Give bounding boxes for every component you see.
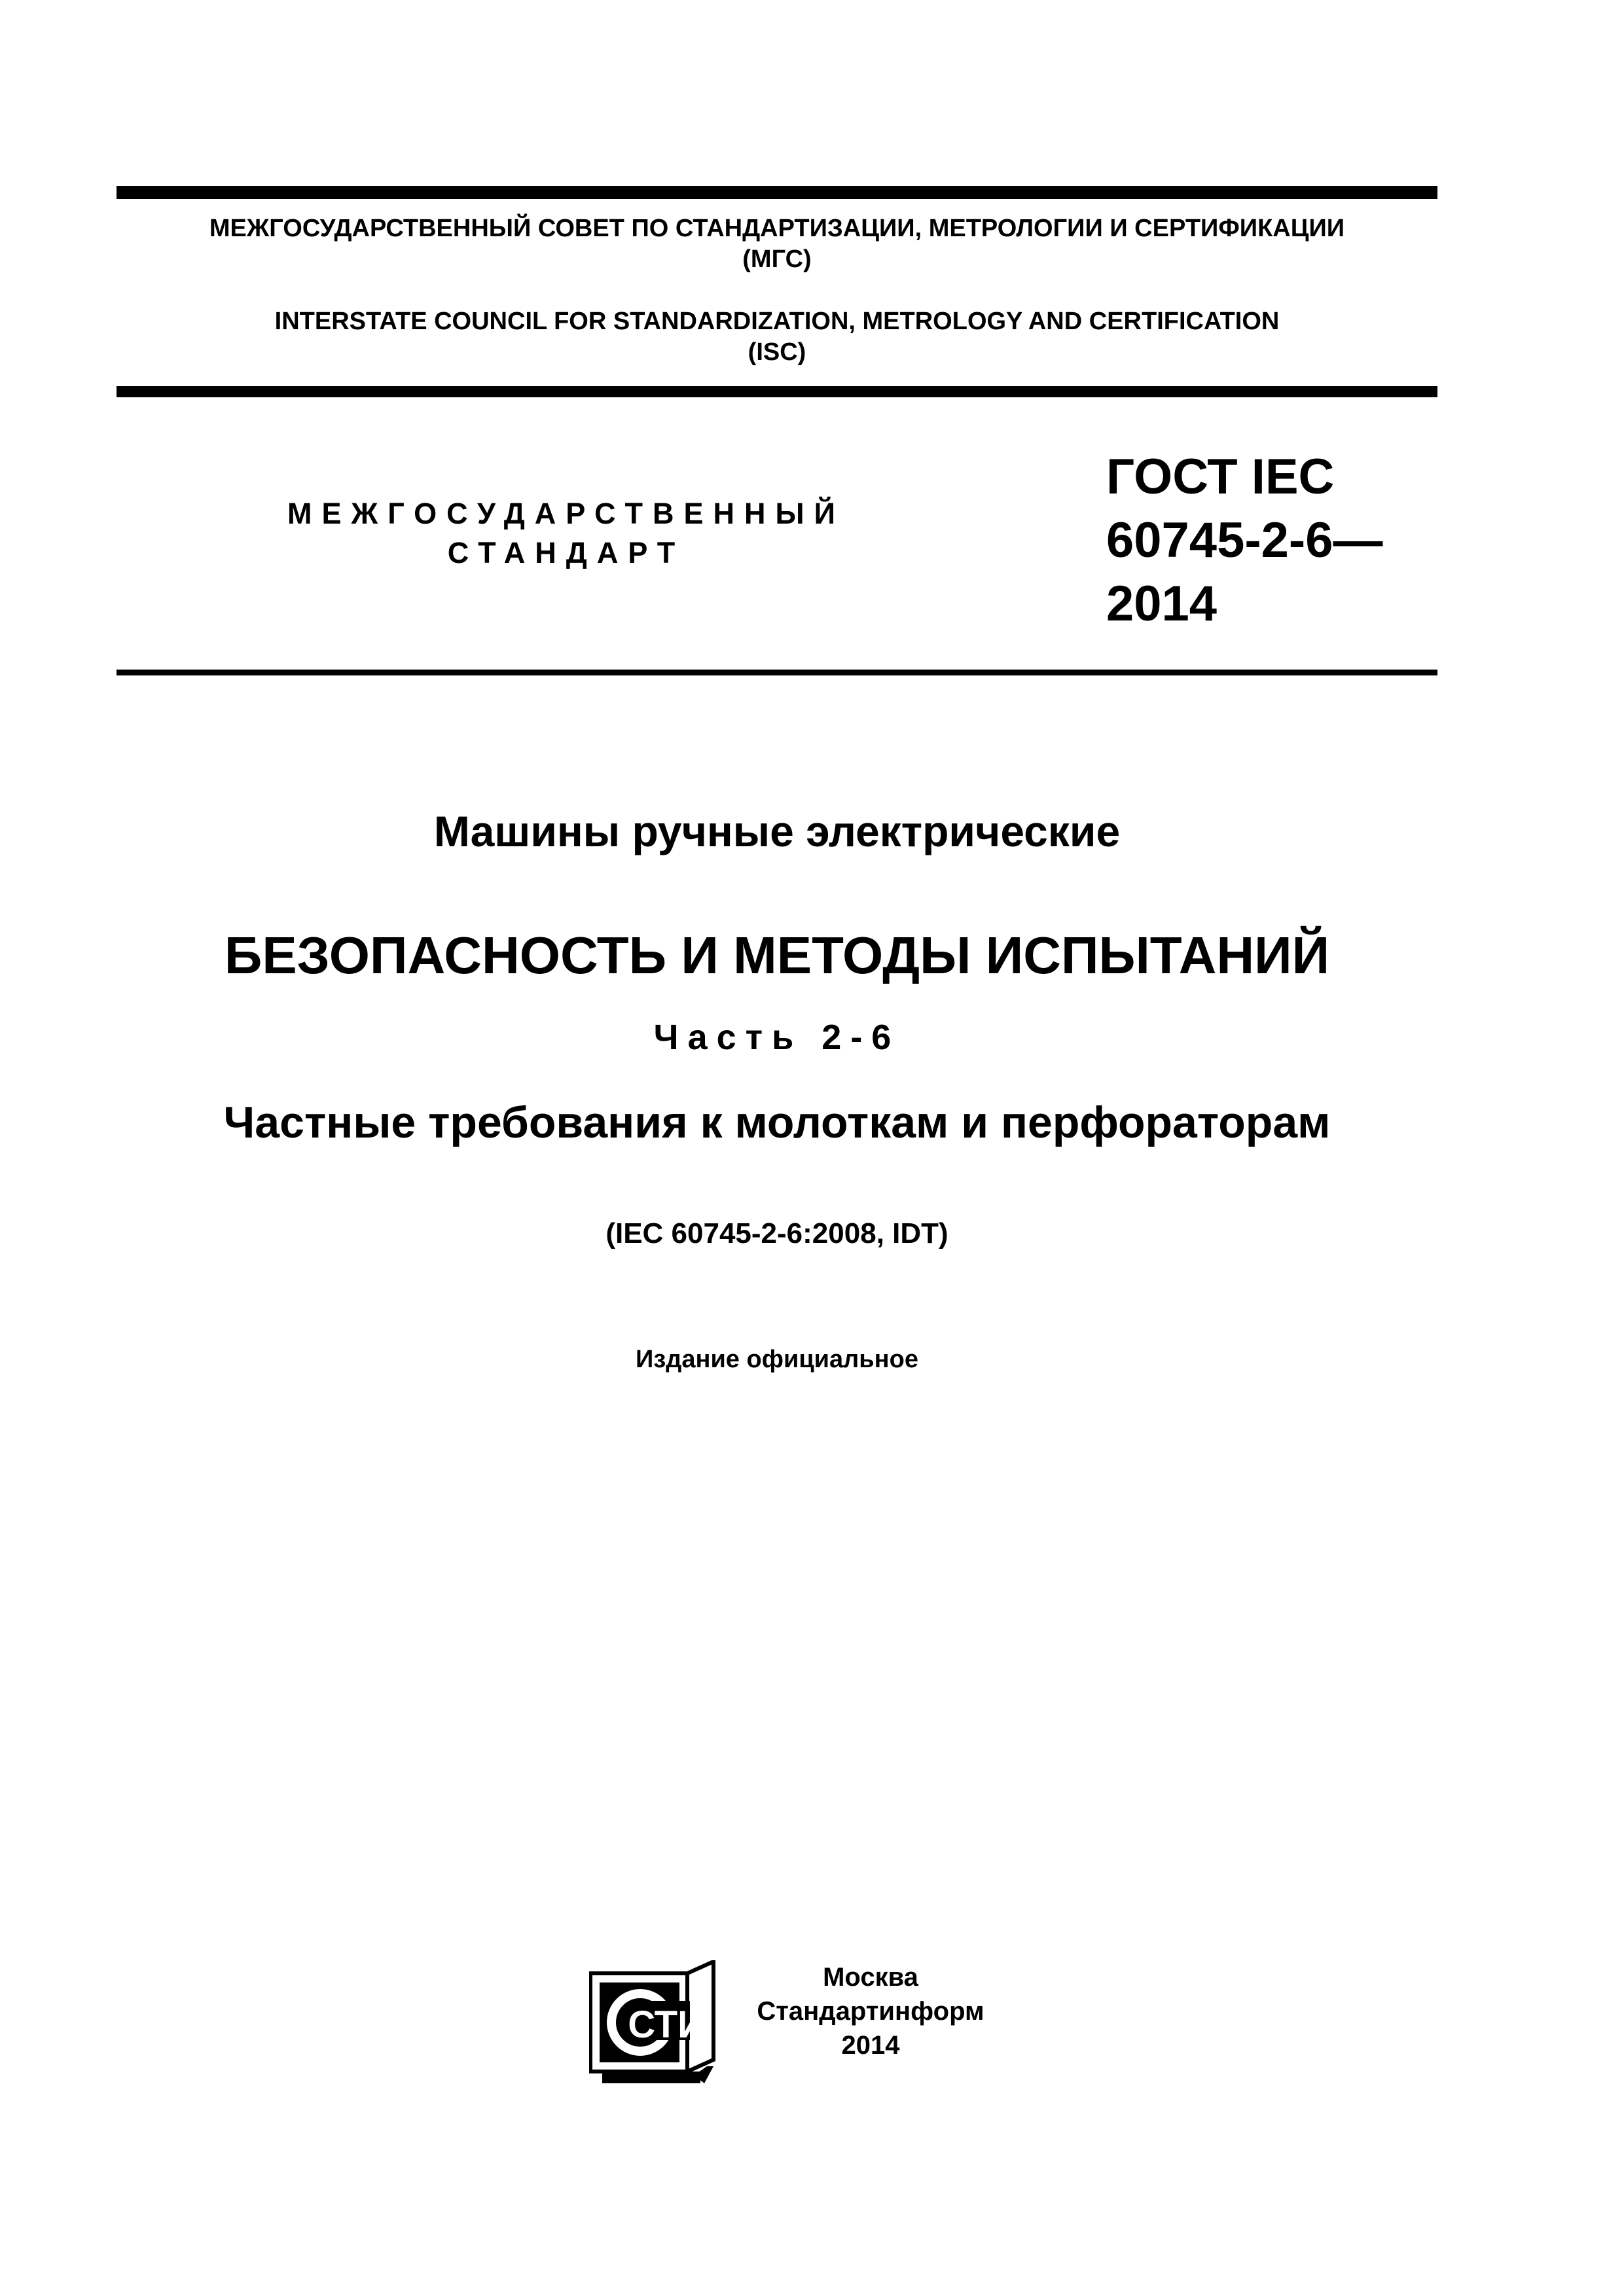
imprint-city: Москва bbox=[823, 1963, 918, 1992]
part-number: Часть 2-6 bbox=[653, 1018, 901, 1057]
gost-line1: ГОСТ IEC bbox=[1106, 449, 1335, 505]
council-en-line1: INTERSTATE COUNCIL FOR STANDARDIZATION, METROLOGY AND CERTIFICATION bbox=[274, 308, 1280, 335]
council-name-english bbox=[117, 306, 1437, 368]
gost-line3: 2014 bbox=[1106, 576, 1218, 632]
standard-type-line1: МЕЖГОСУДАРСТВЕННЫЙ bbox=[287, 497, 845, 530]
council-ru-abbr: (МГС) bbox=[742, 245, 812, 273]
edition-note: Издание официальное bbox=[636, 1346, 918, 1373]
product-name: Машины ручные электрические bbox=[433, 807, 1121, 855]
imprint-year: 2014 bbox=[841, 2031, 900, 2060]
standard-type bbox=[216, 494, 916, 573]
bottom-rule bbox=[117, 670, 1437, 675]
council-en-abbr: (ISC) bbox=[748, 338, 806, 366]
council-ru-line1: МЕЖГОСУДАРСТВЕННЫЙ СОВЕТ ПО СТАНДАРТИЗАЦИИ, МЕТРОЛОГИИ И СЕРТИФИКАЦИИ bbox=[209, 215, 1345, 242]
gost-line2: 60745-2-6— bbox=[1106, 512, 1383, 568]
top-rule bbox=[117, 186, 1437, 199]
publisher-imprint bbox=[733, 1960, 1008, 2062]
document-title: БЕЗОПАСНОСТЬ И МЕТОДЫ ИСПЫТАНИЙ bbox=[224, 926, 1330, 984]
gost-designation bbox=[1106, 445, 1434, 636]
logo-text: СТИ bbox=[628, 2003, 705, 2046]
iec-reference: (IEC 60745-2-6:2008, IDT) bbox=[605, 1217, 948, 1249]
middle-rule bbox=[117, 386, 1437, 397]
council-name-russian bbox=[117, 213, 1437, 275]
publisher-logo-icon bbox=[589, 1960, 717, 2088]
standard-type-line2: СТАНДАРТ bbox=[447, 536, 685, 569]
imprint-publisher: Стандартинформ bbox=[757, 1997, 984, 2026]
document-subtitle: Частные требования к молоткам и перфораторам bbox=[223, 1098, 1331, 1147]
